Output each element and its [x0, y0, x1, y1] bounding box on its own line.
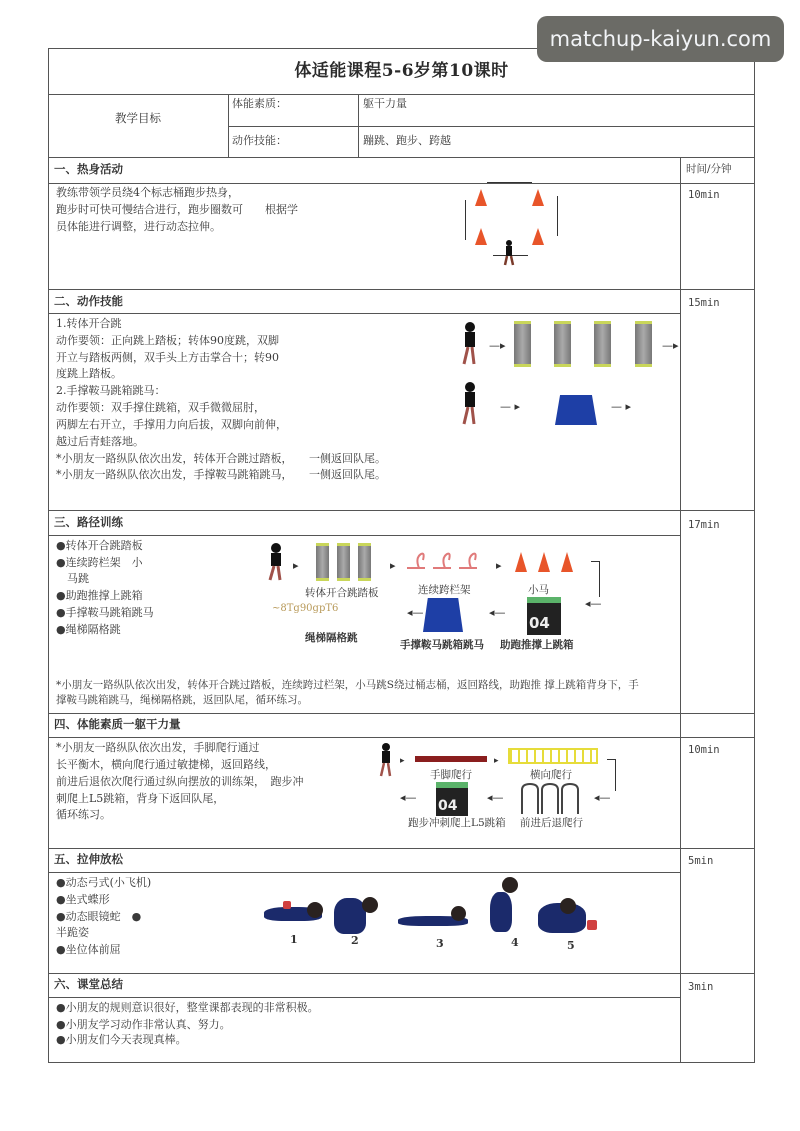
pose-number: 3 — [436, 937, 444, 950]
arrow-right-icon: ▸ — [400, 756, 405, 766]
watermark-badge: matchup-kaiyun.com — [537, 16, 784, 62]
divider — [48, 183, 755, 184]
time-column-header: 时间/分钟 — [686, 163, 732, 175]
section-text-line: *小朋友一路纵队依次出发，手脚爬行通过 — [56, 741, 260, 754]
figure-label-vault: 手撑鞍马跳箱跳马 — [400, 639, 484, 651]
figure-label-boards: 转体开合跳踏板 — [305, 587, 379, 599]
bullet-item: ●小朋友学习动作非常认真、努力。 — [56, 1018, 231, 1031]
stretch-pose-head — [502, 877, 518, 893]
figure-label-lateral: 横向爬行 — [530, 769, 572, 781]
section-text-line: 动作要领：双手撑住跳箱，双手微微屈肘， — [56, 401, 265, 414]
bullet-item: ●手撑鞍马跳箱跳马 — [56, 606, 154, 619]
divider — [48, 997, 680, 998]
divider — [358, 94, 359, 157]
figure-label-beam: 手脚爬行 — [430, 769, 472, 781]
divider — [48, 94, 755, 95]
bullet-item: 半跪姿 — [56, 926, 89, 939]
hurdle-icon — [405, 550, 485, 572]
arrow-right-icon: —▸ — [662, 339, 679, 352]
table-border-right — [754, 48, 755, 1063]
arrow-right-icon: ▸ — [293, 559, 299, 572]
section-text-line: 循环练习。 — [56, 808, 111, 821]
objective-value-skills: 蹦跳、跑步、跨越 — [363, 134, 451, 147]
jump-box-icon: 04 — [527, 597, 561, 635]
divider — [48, 872, 680, 873]
crawl-arch-icon — [520, 782, 582, 814]
figure-label-hurdles: 连续跨栏架 — [418, 584, 471, 596]
section-header-stretch: 五、拉伸放松 — [54, 852, 123, 866]
objective-value-fitness: 躯干力量 — [363, 97, 407, 110]
pose-number: 2 — [351, 934, 359, 947]
cone-icon — [475, 189, 487, 206]
springboard-icon — [358, 543, 371, 581]
divider — [48, 737, 755, 738]
bullet-item: ●坐式蝶形 — [56, 893, 110, 906]
section-text-line: 员体能进行调整，进行动态拉伸。 — [56, 220, 221, 233]
arrow-right-icon: — ▸ — [500, 400, 521, 413]
divider — [48, 535, 680, 536]
figure-label-box: 跑步冲刺爬上L5跳箱 — [408, 817, 506, 829]
stretch-pose-head — [362, 897, 378, 913]
springboard-icon — [316, 543, 329, 581]
section-text-line: 开立与踏板两侧，双手头上方击掌合十；转90 — [56, 351, 279, 364]
bullet-item: ●转体开合跳踏板 — [56, 539, 143, 552]
arrow-left-icon: ◂— — [489, 606, 506, 619]
table-border-bottom — [48, 1062, 755, 1063]
arrow-right-icon: ▸ — [496, 559, 502, 572]
balance-beam-icon — [415, 756, 487, 762]
springboard-icon — [594, 321, 611, 367]
arrow-left-icon: ◂— — [585, 597, 602, 610]
arrow-right-icon: — ▸ — [611, 400, 632, 413]
cone-icon — [515, 552, 527, 572]
divider — [228, 94, 229, 157]
bullet-item: ●小朋友们今天表现真棒。 — [56, 1033, 187, 1046]
arrow-line — [487, 182, 532, 183]
section-text-line: 两脚左右开立，手撑用力向后拔，双脚向前伸， — [56, 418, 287, 431]
arrow-left-icon: ◂— — [400, 791, 417, 804]
section-time-summary: 3min — [688, 981, 714, 993]
section-header-skills: 二、动作技能 — [54, 294, 123, 308]
divider — [228, 126, 755, 127]
bullet-item: ●连续跨栏架 小 — [56, 556, 143, 569]
section-time-core: 10min — [688, 744, 720, 756]
arrow-right-icon: —▸ — [489, 339, 506, 352]
cone-icon — [538, 552, 550, 572]
section-time-warmup: 10min — [688, 189, 720, 201]
section-text-line: 度跳上踏板。 — [56, 367, 122, 380]
figure-label-pony: 小马 — [528, 584, 549, 596]
jump-box-icon: 04 — [436, 782, 468, 816]
arrow-right-icon: ▸ — [390, 559, 396, 572]
bullet-item: ●动态弓式(小飞机) — [56, 876, 152, 889]
section-text-line: 刺爬上L5跳箱，背身下返回队尾， — [56, 792, 225, 805]
pose-number: 1 — [290, 933, 298, 946]
pose-number: 4 — [511, 936, 519, 949]
arrow-line — [591, 561, 599, 562]
stretch-pose-head — [451, 906, 466, 921]
springboard-icon — [337, 543, 350, 581]
runner-icon — [462, 322, 478, 366]
section-time-circuit: 17min — [688, 519, 720, 531]
stretch-pose-icon — [490, 892, 512, 932]
pose-number: 5 — [567, 939, 575, 952]
section-text-line: 前进后退依次爬行通过纵向摆放的训练架， 跑步冲 — [56, 775, 304, 788]
section-text-line: 2.手撑鞍马跳箱跳马： — [56, 384, 166, 397]
divider — [48, 289, 755, 290]
bullet-item: ●动态眼镜蛇 ● — [56, 910, 142, 923]
figure-label-box: 助跑推撑上跳箱 — [500, 639, 574, 651]
section-header-summary: 六、课堂总结 — [54, 977, 123, 991]
arrow-line — [599, 561, 600, 597]
section-text-line: 长平衡木，横向爬行通过敏捷梯，返回路线， — [56, 758, 276, 771]
divider — [48, 157, 755, 158]
figure-label-arches: 前进后退爬行 — [520, 817, 583, 829]
stretch-pose-head — [307, 902, 323, 918]
vault-box-icon — [423, 598, 463, 632]
shoe-icon — [587, 920, 597, 930]
objective-key-skills: 动作技能： — [232, 134, 287, 147]
arrow-line — [465, 200, 466, 240]
divider — [48, 510, 755, 511]
section-note-line: 撑鞍马跳箱跳马，绳梯隔格跳，返回队尾，循环练习。 — [56, 694, 308, 706]
stretch-pose-head — [560, 898, 576, 914]
runner-icon — [379, 743, 393, 777]
figure-label-code: ~8Tg90gpT6 — [272, 603, 339, 614]
bullet-item: ●小朋友的规则意识很好，整堂课都表现的非常积极。 — [56, 1001, 319, 1014]
page-title: 体适能课程5-6岁第10课时 — [294, 61, 509, 81]
arrow-line — [607, 759, 615, 760]
bullet-item: ●助跑推撑上跳箱 — [56, 589, 143, 602]
section-header-warmup: 一、热身活动 — [54, 162, 123, 176]
vault-box-icon — [555, 395, 597, 425]
agility-ladder-icon — [508, 748, 598, 764]
arrow-left-icon: ◂— — [594, 791, 611, 804]
arrow-left-icon: ◂— — [487, 791, 504, 804]
springboard-icon — [514, 321, 531, 367]
runner-icon — [268, 543, 284, 581]
section-text-line: 越过后青蛙落地。 — [56, 435, 144, 448]
springboard-icon — [554, 321, 571, 367]
bullet-item: 马跳 — [56, 572, 89, 585]
section-text-line: *小朋友一路纵队依次出发，手撑鞍马跳箱跳马， 一侧返回队尾。 — [56, 468, 386, 481]
runner-icon — [503, 240, 515, 266]
figure-label-ladder: 绳梯隔格跳 — [305, 632, 358, 644]
section-text-line: 跑步时可快可慢结合进行，跑步圈数可 根据学 — [56, 203, 298, 216]
arrow-line — [615, 759, 616, 791]
section-time-skills: 15min — [688, 297, 720, 309]
runner-icon — [462, 382, 478, 426]
arrow-line — [557, 196, 558, 236]
section-text-line: 1.转体开合跳 — [56, 317, 122, 330]
table-border-left — [48, 48, 49, 1063]
time-column-divider — [680, 157, 681, 1062]
shoe-icon — [283, 901, 291, 909]
section-time-stretch: 5min — [688, 855, 714, 867]
cone-icon — [561, 552, 573, 572]
divider — [48, 848, 755, 849]
objective-key-fitness: 体能素质： — [232, 97, 287, 110]
section-header-circuit: 三、路径训练 — [54, 515, 123, 529]
bullet-item: ●绳梯隔格跳 — [56, 623, 121, 636]
objectives-label: 教学目标 — [115, 111, 161, 125]
divider — [48, 973, 755, 974]
springboard-icon — [635, 321, 652, 367]
cone-icon — [532, 189, 544, 206]
section-header-core: 四、体能素质一躯干力量 — [54, 717, 181, 731]
bullet-item: ●坐位体前屈 — [56, 943, 121, 956]
divider — [48, 713, 755, 714]
section-text-line: 动作要领：正向跳上踏板；转体90度跳，双脚 — [56, 334, 279, 347]
section-text-line: 教练带领学员绕4个标志桶跑步热身， — [56, 186, 239, 199]
section-note-line: *小朋友一路纵队依次出发，转体开合跳过踏板，连续跨过栏架，小马跳S绕过桶志桶，返回路线，助跑推 撑上跳箱背身下，手 — [56, 679, 639, 691]
cone-icon — [532, 228, 544, 245]
section-text-line: *小朋友一路纵队依次出发，转体开合跳过踏板， 一侧返回队尾。 — [56, 452, 386, 465]
cone-icon — [475, 228, 487, 245]
arrow-left-icon: ◂— — [407, 606, 424, 619]
divider — [48, 313, 680, 314]
arrow-right-icon: ▸ — [494, 756, 499, 766]
